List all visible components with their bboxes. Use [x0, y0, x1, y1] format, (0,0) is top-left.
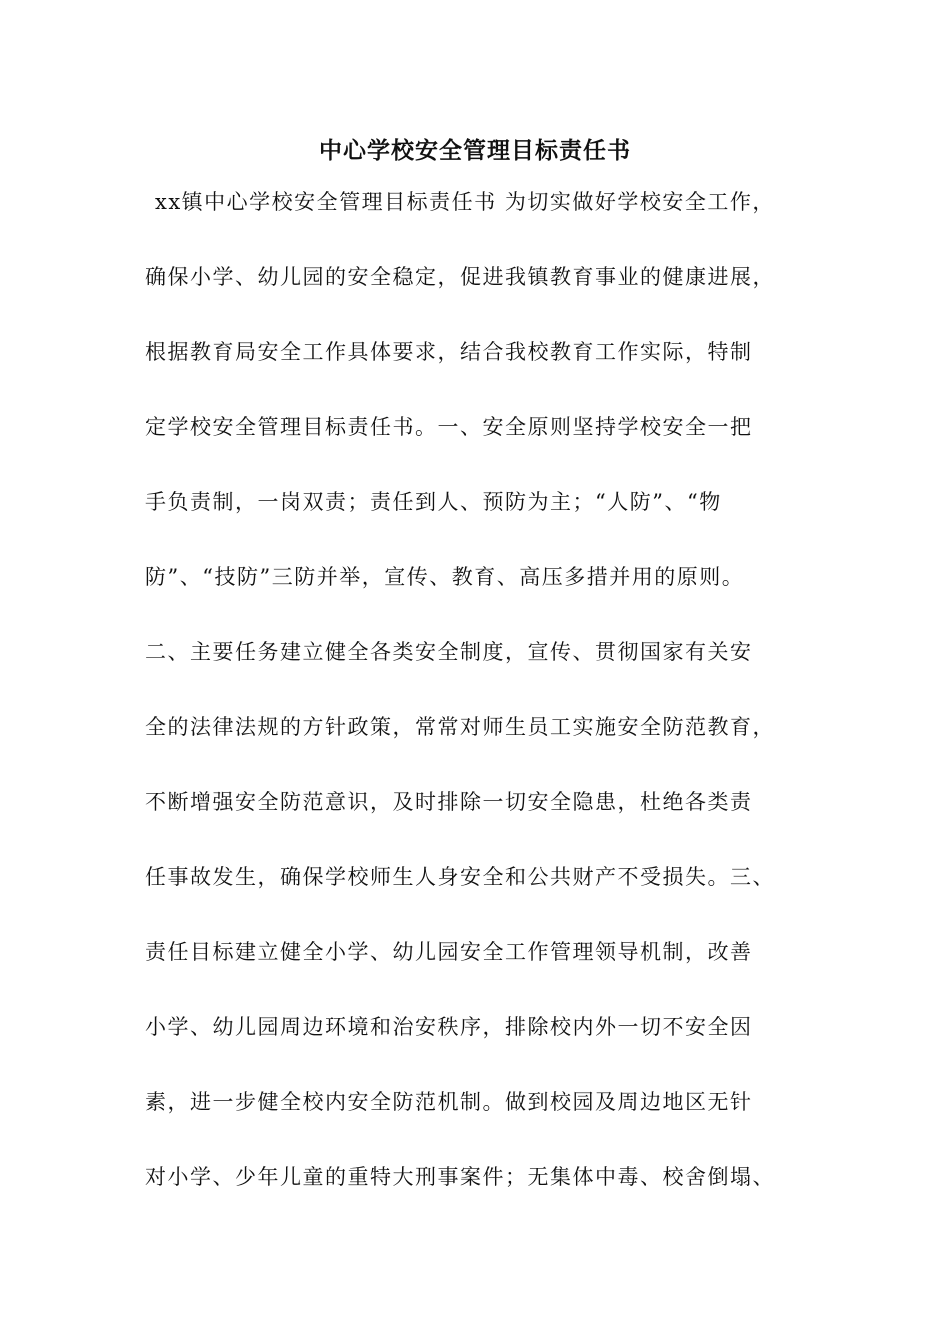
paragraph-line: 手负责制，一岗双责；责任到人、预防为主；“人防”、“物 — [145, 490, 722, 514]
paragraph-line: 小学、幼儿园周边环境和治安秩序，排除校内外一切不安全因 — [145, 1015, 753, 1039]
paragraph-line: 对小学、少年儿童的重特大刑事案件；无集体中毒、校舍倒塌、 — [145, 1165, 775, 1189]
paragraph-line: 素，进一步健全校内安全防范机制。做到校园及周边地区无针 — [145, 1090, 753, 1114]
paragraph-line: 不断增强安全防范意识，及时排除一切安全隐患，杜绝各类责 — [145, 790, 753, 814]
paragraph-line: 二、主要任务建立健全各类安全制度，宣传、贯彻国家有关安 — [145, 640, 753, 664]
document-body — [145, 185, 825, 1235]
paragraph-line: 确保小学、幼儿园的安全稳定，促进我镇教育事业的健康进展， — [145, 265, 775, 289]
paragraph-line: 防”、“技防”三防并举，宣传、教育、高压多措并用的原则。 — [145, 565, 745, 589]
paragraph-line: 任事故发生，确保学校师生人身安全和公共财产不受损失。三、 — [145, 865, 775, 889]
document-title: 中心学校安全管理目标责任书 — [319, 137, 631, 164]
paragraph-line: 定学校安全管理目标责任书。一、安全原则坚持学校安全一把 — [145, 415, 753, 439]
paragraph-line: 全的法律法规的方针政策，常常对师生员工实施安全防范教育， — [145, 715, 775, 739]
paragraph-line: 根据教育局安全工作具体要求，结合我校教育工作实际，特制 — [145, 340, 753, 364]
paragraph-line: 责任目标建立健全小学、幼儿园安全工作管理领导机制，改善 — [145, 940, 753, 964]
paragraph-line: xx镇中心学校安全管理目标责任书 为切实做好学校安全工作， — [155, 190, 775, 214]
